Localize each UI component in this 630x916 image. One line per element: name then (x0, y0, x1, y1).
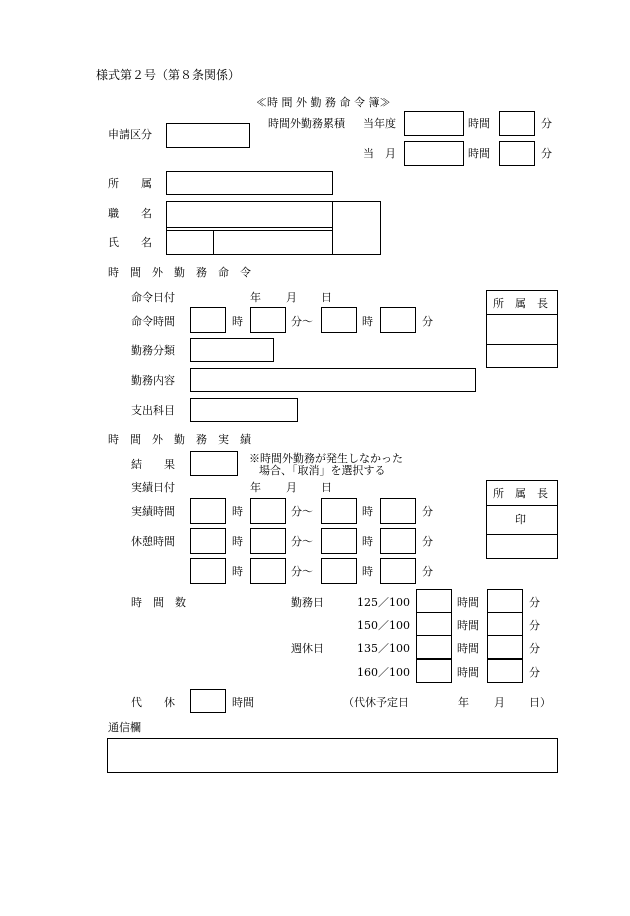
minute-from-label: 分～ (291, 535, 313, 548)
minute-label: 分 (422, 315, 433, 328)
actual-section-heading: 時 間 外 勤 務 実 績 (108, 433, 251, 446)
employee-id-field[interactable] (167, 231, 213, 254)
hours-label: 時間 (468, 117, 490, 130)
remarks-label: 通信欄 (108, 721, 141, 734)
break1-end-hour-field[interactable] (321, 528, 357, 554)
month-label: 月 (286, 481, 297, 494)
hours-label: 時間 (457, 596, 479, 609)
break1-end-minute-field[interactable] (380, 528, 416, 554)
hours-label: 時間 (457, 619, 479, 632)
work-content-field[interactable] (190, 368, 476, 392)
break2-start-hour-field[interactable] (190, 558, 226, 584)
minute-label: 分 (422, 535, 433, 548)
minutes-label: 分 (541, 117, 552, 130)
workday-label: 勤務日 (291, 596, 324, 609)
affiliation-field[interactable] (166, 171, 333, 195)
expense-item-label: 支出科目 (131, 404, 175, 417)
rate125-minutes-field[interactable] (487, 589, 523, 613)
name-label: 氏 名 (108, 236, 152, 249)
order-date-label: 命令日付 (131, 291, 175, 304)
rate160-minutes-field[interactable] (487, 659, 523, 683)
position-field[interactable] (167, 202, 332, 227)
application-category-field[interactable] (166, 123, 250, 148)
application-category-label: 申請区分 (108, 128, 152, 141)
break-time-label: 休憩時間 (131, 535, 175, 548)
minutes-label: 分 (529, 619, 540, 632)
actual-end-minute-field[interactable] (380, 498, 416, 524)
hours-label: 時間 (468, 147, 490, 160)
minutes-label: 分 (529, 642, 540, 655)
break2-end-hour-field[interactable] (321, 558, 357, 584)
result-note: 場合、「取消」を選択する (259, 464, 386, 477)
rate135-hours-field[interactable] (416, 635, 452, 659)
month-hours-field[interactable] (404, 141, 464, 166)
comp-leave-label: 代 休 (131, 696, 175, 709)
minutes-label: 分 (529, 666, 540, 679)
month-label: 月 (286, 291, 297, 304)
rate135-minutes-field[interactable] (487, 635, 523, 659)
year-label: 年 (250, 291, 261, 304)
divider (166, 227, 333, 228)
hour-label: 時 (232, 505, 243, 518)
day-label: 日） (529, 696, 551, 709)
hours-label: 時間 (457, 666, 479, 679)
hour-label: 時 (362, 505, 373, 518)
break2-start-minute-field[interactable] (250, 558, 286, 584)
rate-label: 150／100 (357, 619, 410, 632)
chief-title: 所 属 長 (493, 487, 548, 500)
weekly-holiday-label: 週休日 (291, 642, 324, 655)
result-field[interactable] (190, 451, 238, 476)
minute-label: 分 (422, 565, 433, 578)
form-number: 様式第２号（第８条関係） (96, 68, 241, 82)
result-label: 結 果 (131, 458, 175, 471)
work-category-label: 勤務分類 (131, 344, 175, 357)
affiliation-label: 所 属 (108, 177, 152, 190)
hours-count-label: 時 間 数 (131, 596, 186, 609)
hours-label: 時間 (457, 642, 479, 655)
divider (486, 505, 558, 506)
hour-label: 時 (232, 535, 243, 548)
month-label: 月 (494, 696, 505, 709)
position-label: 職 名 (108, 207, 152, 220)
hour-label: 時 (232, 565, 243, 578)
chief-seal-field[interactable] (487, 315, 557, 344)
minute-from-label: 分～ (291, 505, 313, 518)
form-title: ≪時 間 外 勤 務 命 令 簿≫ (256, 96, 391, 109)
order-time-label: 命令時間 (131, 315, 175, 328)
order-end-minute-field[interactable] (380, 307, 416, 333)
chief-title: 所 属 長 (493, 297, 548, 310)
minute-from-label: 分～ (291, 315, 313, 328)
rate-label: 160／100 (357, 666, 410, 679)
actual-end-hour-field[interactable] (321, 498, 357, 524)
divider (486, 344, 558, 345)
minutes-label: 分 (529, 596, 540, 609)
actual-time-label: 実績時間 (131, 505, 175, 518)
fiscal-year-minutes-field[interactable] (499, 111, 535, 136)
year-label: 年 (250, 481, 261, 494)
seal-field[interactable] (333, 202, 380, 254)
break1-start-hour-field[interactable] (190, 528, 226, 554)
order-end-hour-field[interactable] (321, 307, 357, 333)
actual-date-label: 実績日付 (131, 481, 175, 494)
rate-label: 135／100 (357, 642, 410, 655)
month-minutes-field[interactable] (499, 141, 535, 166)
this-fiscal-year-label: 当年度 (363, 117, 396, 130)
day-label: 日 (321, 291, 332, 304)
rate150-hours-field[interactable] (416, 612, 452, 636)
minute-from-label: 分～ (291, 565, 313, 578)
expense-item-field[interactable] (190, 398, 298, 422)
order-start-hour-field[interactable] (190, 307, 226, 333)
rate160-hours-field[interactable] (416, 659, 452, 683)
day-label: 日 (321, 481, 332, 494)
result-note: ※時間外勤務が発生しなかった (249, 452, 403, 465)
comp-leave-hours-field[interactable] (190, 689, 226, 713)
remarks-field[interactable] (107, 738, 558, 773)
fiscal-year-hours-field[interactable] (404, 111, 464, 136)
hour-label: 時 (362, 565, 373, 578)
order-section-heading: 時 間 外 勤 務 命 令 (108, 266, 251, 279)
comp-leave-planned-label: （代休予定日 (343, 696, 409, 709)
minute-label: 分 (422, 505, 433, 518)
minutes-label: 分 (541, 147, 552, 160)
seal-mark: 印 (515, 513, 526, 526)
break1-start-minute-field[interactable] (250, 528, 286, 554)
rate150-minutes-field[interactable] (487, 612, 523, 636)
hour-label: 時 (362, 535, 373, 548)
year-label: 年 (458, 696, 469, 709)
divider (486, 534, 558, 535)
hours-label: 時間 (232, 696, 254, 709)
order-start-minute-field[interactable] (250, 307, 286, 333)
hour-label: 時 (232, 315, 243, 328)
cumulative-label: 時間外勤務累積 (268, 117, 345, 130)
this-month-label: 当 月 (363, 147, 396, 160)
rate-label: 125／100 (357, 596, 410, 609)
actual-start-hour-field[interactable] (190, 498, 226, 524)
actual-start-minute-field[interactable] (250, 498, 286, 524)
work-category-field[interactable] (190, 338, 274, 362)
break2-end-minute-field[interactable] (380, 558, 416, 584)
hour-label: 時 (362, 315, 373, 328)
name-field[interactable] (214, 231, 332, 254)
work-content-label: 勤務内容 (131, 374, 175, 387)
rate125-hours-field[interactable] (416, 589, 452, 613)
